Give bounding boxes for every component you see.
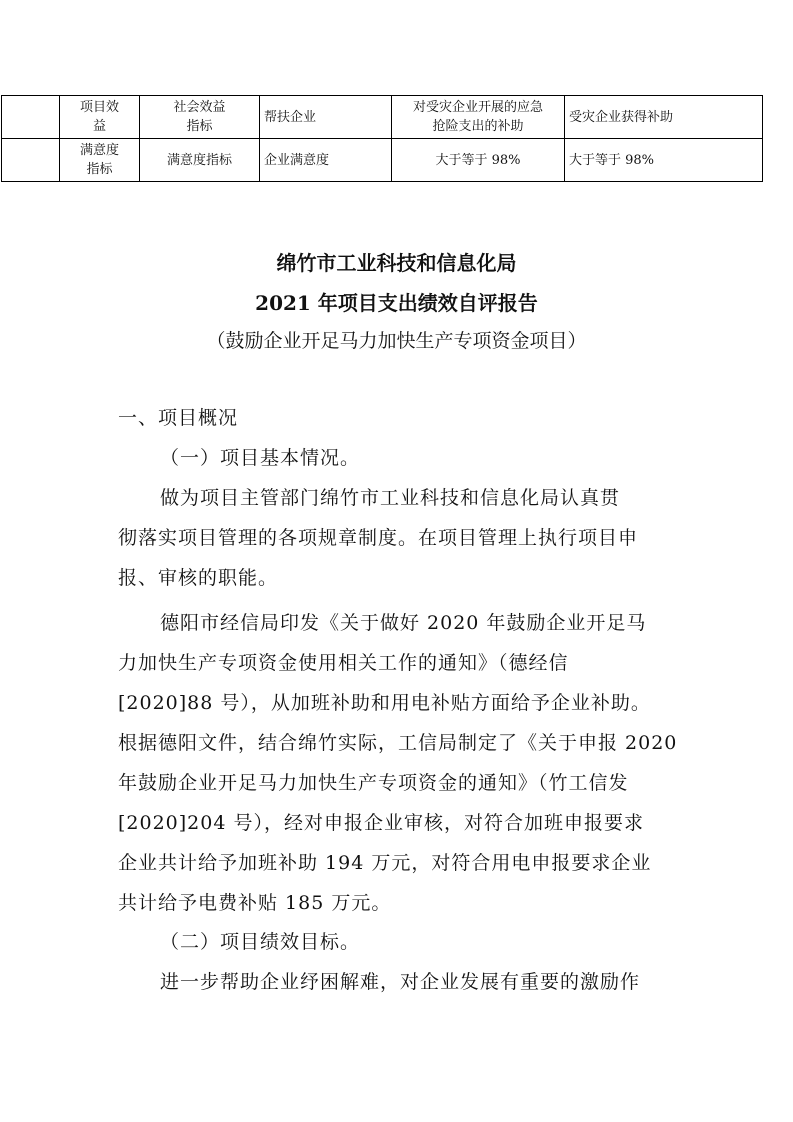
paragraph-2 xyxy=(118,603,678,923)
table-cell: 大于等于 98% xyxy=(565,139,763,182)
paragraph-line: 彻落实项目管理的各项规章制度。在项目管理上执行项目申 xyxy=(118,527,639,549)
paragraph-line: 报、审核的职能。 xyxy=(118,567,279,589)
paragraph-line: 企业共计给予加班补助 194 万元，对符合用电申报要求企业 xyxy=(118,852,652,874)
report-title-line2: 2021 年项目支出绩效自评报告 xyxy=(255,291,538,315)
paragraph-line: [2020]204 号），经对申报企业审核，对符合加班申报要求 xyxy=(118,812,644,834)
indicator-table xyxy=(1,95,763,182)
paragraph-line: 年鼓励企业开足马力加快生产专项资金的通知》（竹工信发 xyxy=(118,772,629,794)
subsection-heading: （二）项目绩效目标。 xyxy=(160,931,361,953)
table-cell: 对受灾企业开展的应急 抢险支出的补助 xyxy=(392,96,565,139)
table-row xyxy=(2,96,763,139)
paragraph-line: 力加快生产专项资金使用相关工作的通知》（德经信 xyxy=(118,652,569,674)
table-cell: 企业满意度 xyxy=(260,139,392,182)
table-cell: 受灾企业获得补助 xyxy=(565,96,763,139)
section-heading: 一、项目概况 xyxy=(118,407,239,429)
report-title-line1: 绵竹市工业科技和信息化局 xyxy=(276,251,517,275)
table-cell xyxy=(2,96,60,139)
table-cell: 社会效益 指标 xyxy=(140,96,260,139)
table-cell: 满意度 指标 xyxy=(60,139,140,182)
cell-text: 项目效 益 xyxy=(79,100,119,134)
table-cell xyxy=(60,96,140,139)
table-cell: 满意度指标 xyxy=(140,139,260,182)
paragraph-3 xyxy=(118,962,678,1002)
table-row xyxy=(2,139,763,182)
subsection-heading: （一）项目基本情况。 xyxy=(160,447,361,469)
table-cell: 帮扶企业 xyxy=(260,96,392,139)
paragraph-line: 德阳市经信局印发《关于做好 2020 年鼓励企业开足马 xyxy=(160,612,647,634)
paragraph-1 xyxy=(118,478,678,598)
report-subtitle: （鼓励企业开足马力加快生产专项资金项目） xyxy=(206,330,587,352)
paragraph-line: 共计给予电费补贴 185 万元。 xyxy=(118,892,392,914)
paragraph-line: [2020]88 号），从加班补助和用电补贴方面给予企业补助。 xyxy=(118,692,651,714)
table-cell: 大于等于 98% xyxy=(392,139,565,182)
paragraph-line: 根据德阳文件，结合绵竹实际，工信局制定了《关于申报 2020 xyxy=(118,732,678,754)
paragraph-line: 做为项目主管部门绵竹市工业科技和信息化局认真贯 xyxy=(160,487,621,509)
table-cell xyxy=(2,139,60,182)
paragraph-line: 进一步帮助企业纾困解难，对企业发展有重要的激励作 xyxy=(160,971,641,993)
